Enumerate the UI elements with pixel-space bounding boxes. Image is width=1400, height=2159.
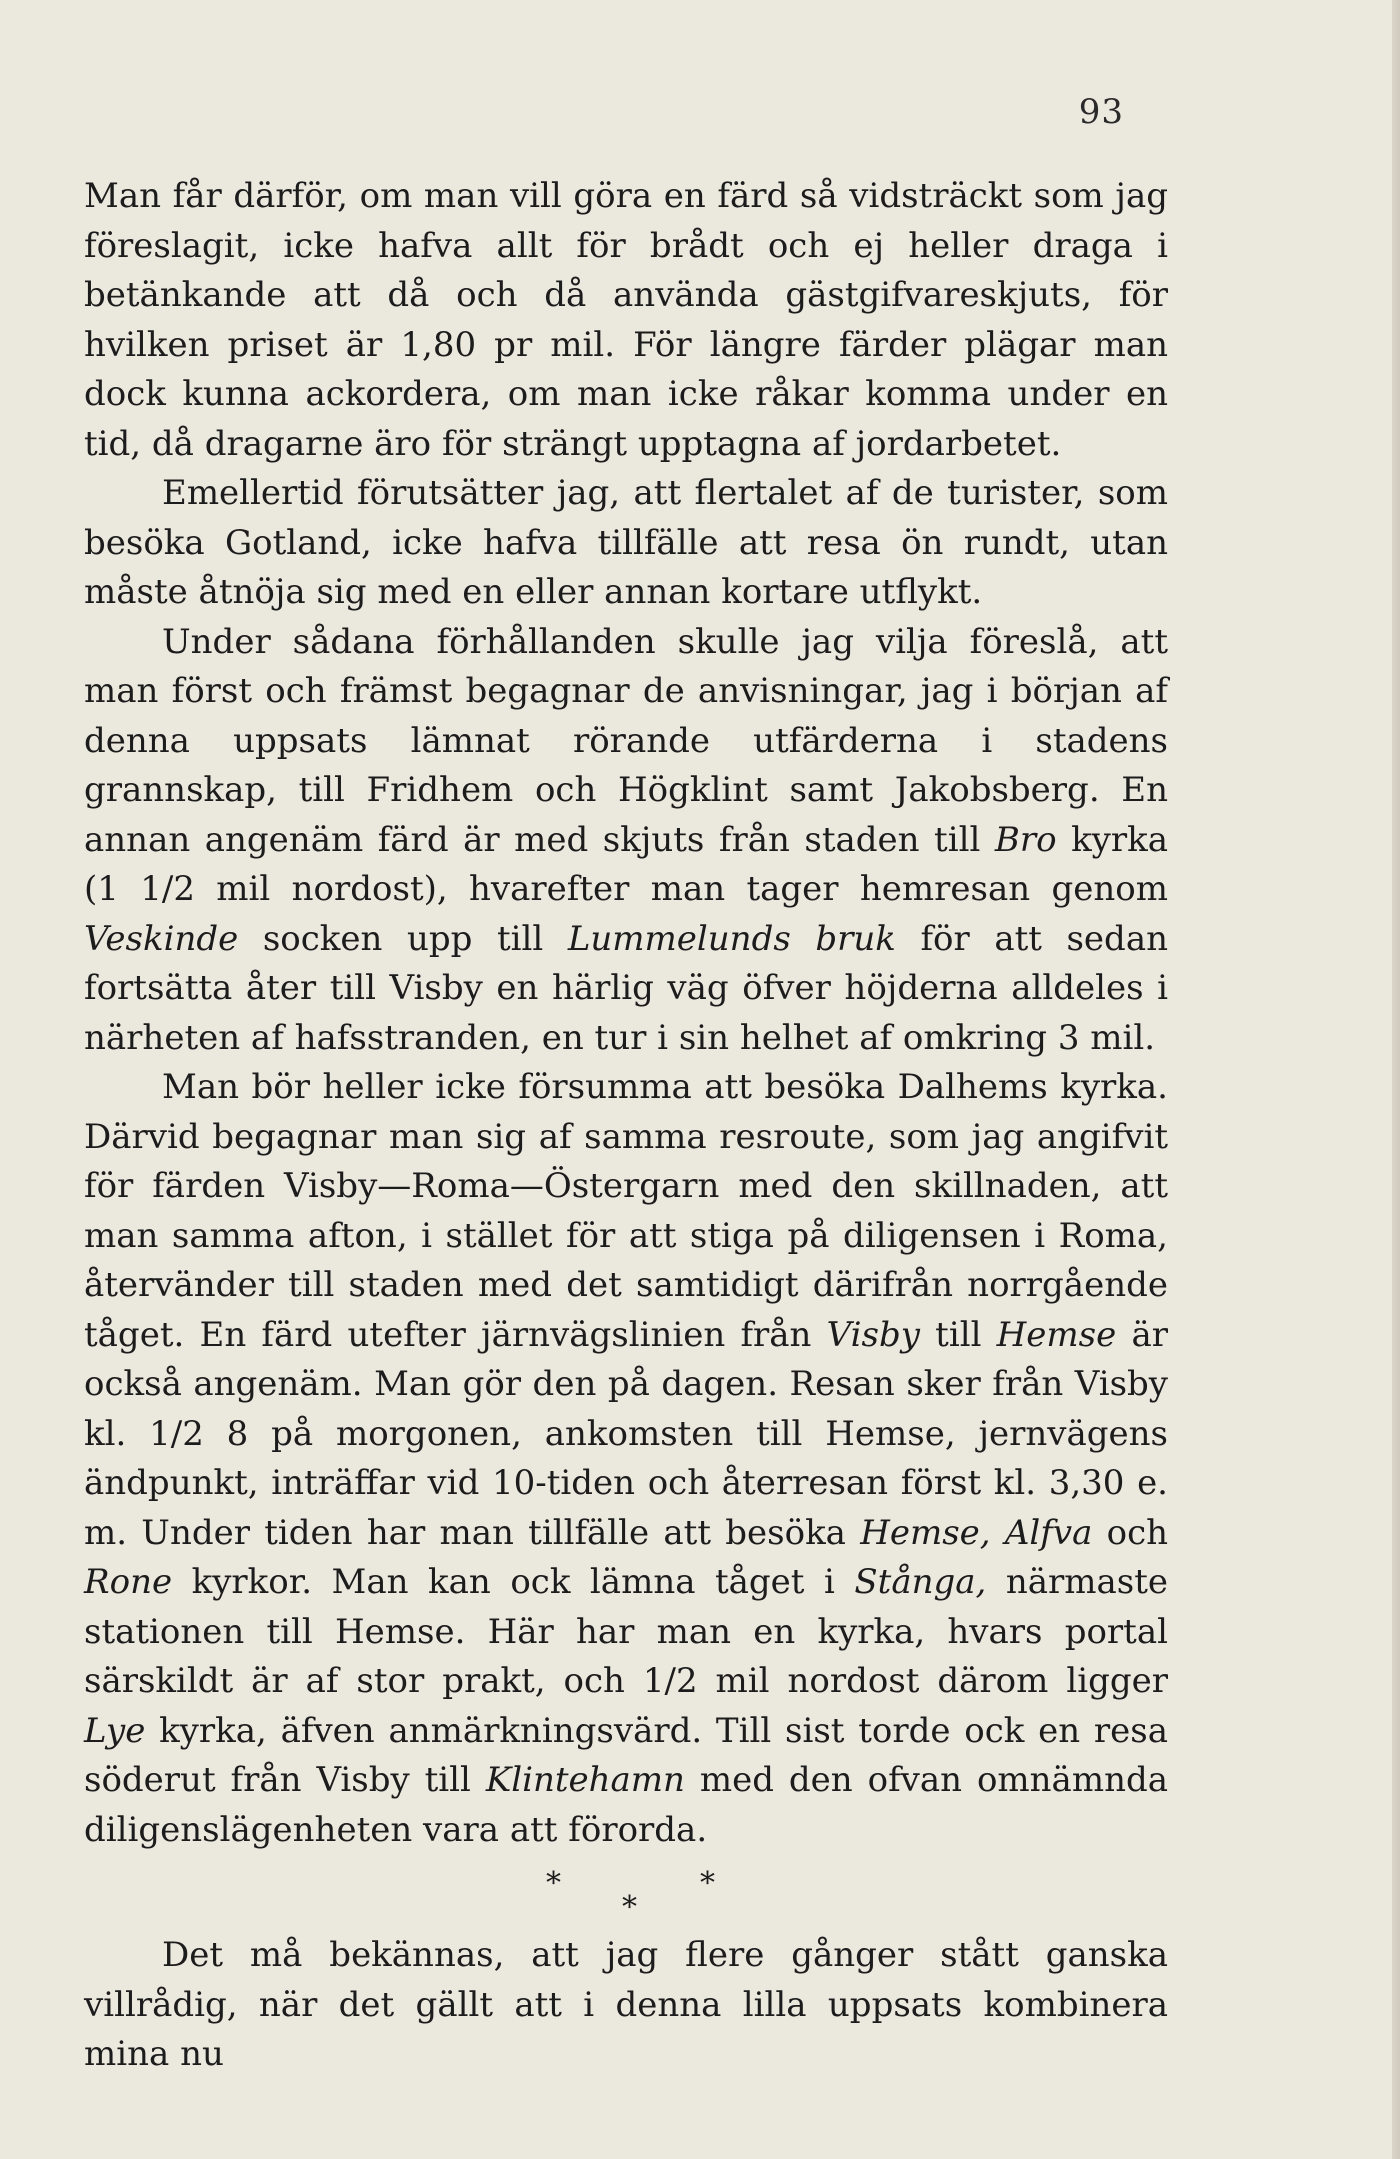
asterisk: * xyxy=(546,1866,561,1901)
text-run: och xyxy=(1092,1512,1169,1553)
text-run: kyrkor. Man kan ock lämna tåget i xyxy=(172,1562,855,1602)
text-run: för att sedan fortsätta åter till Visby en härlig väg öfver höjderna alldeles i närheten af hafsstranden, en tur i sin helhet af omkring 3 mil. xyxy=(84,918,1168,1058)
place-visby: Visby xyxy=(826,1314,920,1355)
place-lye: Lye xyxy=(84,1710,146,1751)
text-run: mil nordost), hvarefter man tager hemresan genom xyxy=(194,869,1168,909)
text-run: är också angenäm. Man gör den på dagen. Resan sker från Visby kl. xyxy=(84,1314,1168,1454)
paragraph-1: Man får därför, om man vill göra en färd så vidsträckt som jag föreslagit, icke hafva allt för brådt och ej heller draga i betänkande att då och då använda gästgifvareskjuts, för hvilken priset är 1,80 pr mil. För längre färder plägar man dock kunna ackordera, om man icke råkar komma under en tid, då dragarne äro för strängt upptagna af jordarbetet. xyxy=(84,176,1168,464)
place-bro: Bro xyxy=(994,819,1057,860)
place-rone: Rone xyxy=(84,1562,173,1602)
text-run: med den ofvan omnämnda diligenslägenheten vara att förorda. xyxy=(84,1760,1168,1850)
page-number: 93 xyxy=(1078,92,1124,132)
paragraph-3 xyxy=(84,618,1168,1064)
text-run: socken upp till xyxy=(238,918,568,959)
asterisk: * xyxy=(622,1890,637,1925)
page-edge xyxy=(1392,0,1400,2159)
asterisk: * xyxy=(700,1866,715,1901)
place-hemse-alfva: Hemse, Alfva xyxy=(860,1512,1093,1553)
place-hemse: Hemse xyxy=(996,1314,1117,1355)
place-veskinde: Veskinde xyxy=(84,918,239,959)
fraction-half: 1/2 xyxy=(642,1661,698,1701)
text-run: 8 på morgonen, ankomsten till Hemse, jernvägens ändpunkt, inträffar vid 10-tiden och återresan först kl. 3,30 e. m. Under tiden har man tillfälle att besöka xyxy=(84,1413,1168,1553)
text-run: mil nordost därom ligger xyxy=(697,1661,1168,1701)
text-run: till xyxy=(919,1314,997,1355)
place-klintehamn: Klintehamn xyxy=(485,1760,685,1800)
paragraph-2: Emellertid förutsätter jag, att flertalet af de turister, som besöka Gotland, icke hafva tillfälle att resa ön rundt, utan måste åtnöja sig med en eller annan kortare utflykt. xyxy=(84,473,1168,612)
text-run: kyrka, äfven anmärkningsvärd. Till sist torde ock en resa söderut från Visby till xyxy=(84,1710,1168,1800)
paragraph-4-lead: Man bör heller icke försumma att besöka Dalhems kyrka. Därvid begagnar man sig af samma resroute, som jag angifvit för färden Visby—Roma—Östergarn med den skillnaden, att man samma afton, i stället för att stiga på diligensen i Roma, återvänder till staden med det samtidigt därifrån norrgående tåget. En färd utefter järnvägslinien från xyxy=(84,1067,1168,1355)
place-stanga: Stånga, xyxy=(854,1562,987,1602)
paragraph-5: Det må bekännas, att jag flere gånger stått ganska villrådig, när det gällt att i denna lilla uppsats kombinera mina nu xyxy=(84,1935,1168,2074)
paragraph-3-lead: Under sådana förhållanden skulle jag vilja föreslå, att man först och främst begagnar de anvisningar, jag i början af denna uppsats lämnat rörande utfärderna i stadens grannskap, till Fridhem och Högklint samt Jakobsberg. En annan angenäm färd är med skjuts från staden till xyxy=(84,621,1168,860)
section-separator xyxy=(84,1859,1168,1929)
fraction-half: 1/2 xyxy=(140,869,195,909)
text-run: närmaste stationen till Hemse. Här har man en kyrka, hvars portal särskildt är af stor prakt, och xyxy=(84,1562,1168,1701)
body-text xyxy=(84,172,1168,2080)
place-lummelunds: Lummelunds bruk xyxy=(567,918,896,959)
text-run: kyrka (1 xyxy=(84,819,1169,909)
fraction-half: 1/2 xyxy=(149,1413,204,1454)
paragraph-4 xyxy=(84,1063,1168,1855)
